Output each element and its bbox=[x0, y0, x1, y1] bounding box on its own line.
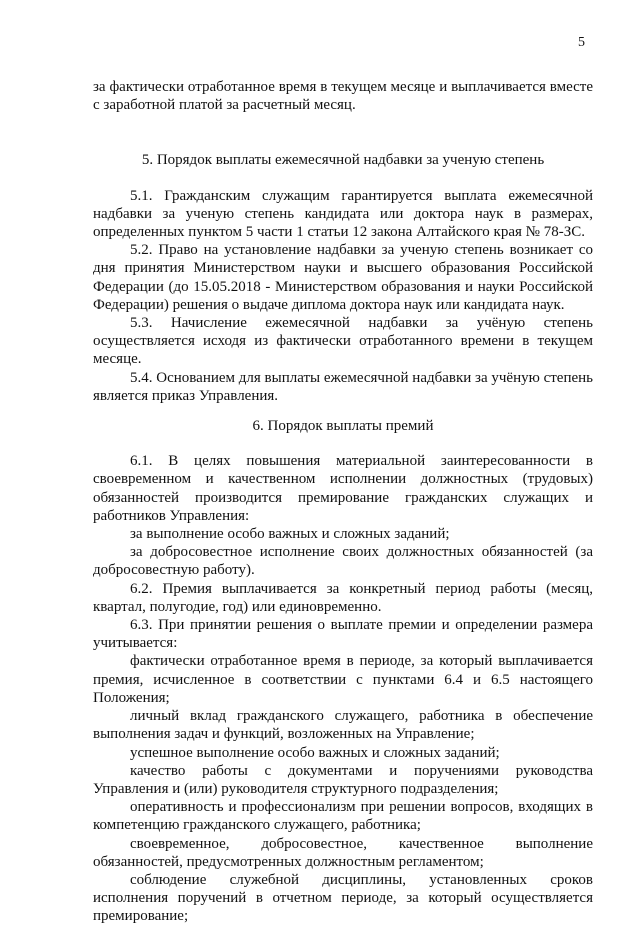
paragraph: 6.2. Премия выплачивается за конкретный период работы (месяц, квартал, полугодие, год) или единовременно. bbox=[93, 580, 593, 615]
paragraph: 5.4. Основанием для выплаты ежемесячной надбавки за учёную степень является приказ Управления. bbox=[93, 369, 593, 404]
page-number: 5 bbox=[578, 35, 585, 50]
paragraph: 5.3. Начисление ежемесячной надбавки за учёную степень осуществляется исходя из фактически отработанного времени в текущем месяце. bbox=[93, 315, 593, 368]
paragraph: 5.1. Гражданским служащим гарантируется выплата ежемесячной надбавки за ученую степень кандидата или доктора наук в размерах, определенных пунктом 5 части 1 статьи 12 закона Алтайского края № 78-ЗС. bbox=[93, 187, 593, 241]
paragraph: оперативность и профессионализм при решении вопросов, входящих в компетенцию гражданского служащего, работника; bbox=[93, 799, 593, 834]
document-body bbox=[93, 78, 593, 926]
section-heading: 5. Порядок выплаты ежемесячной надбавки за ученую степень bbox=[141, 152, 545, 169]
paragraph: своевременное, добросовестное, качественное выполнение обязанностей, предусмотренных должностным регламентом; bbox=[93, 835, 593, 870]
paragraph: 5.2. Право на установление надбавки за ученую степень возникает со дня принятия Министерством науки и высшего образования Российской Федерации (до 15.05.2018 - Министерством образования и науки Российской Федерации) решения о выдаче диплома доктора наук или кандидата наук. bbox=[93, 242, 593, 313]
paragraph: за добросовестное исполнение своих должностных обязанностей (за добросовестную работу). bbox=[93, 544, 593, 579]
paragraph: 6.3. При принятии решения о выплате премии и определении размера учитывается: bbox=[93, 617, 593, 652]
paragraph: личный вклад гражданского служащего, работника в обеспечение выполнения задач и функций, возложенных на Управление; bbox=[93, 708, 593, 743]
section-heading: 6. Порядок выплаты премий bbox=[252, 418, 434, 435]
paragraph: качество работы с документами и поручениями руководства Управления и (или) руководителя структурного подразделения; bbox=[93, 762, 593, 797]
paragraph: фактически отработанное время в периоде, за который выплачивается премия, исчисленное в соответствии с пунктами 6.4 и 6.5 настоящего Положения; bbox=[93, 653, 593, 706]
paragraph: за выполнение особо важных и сложных заданий; bbox=[130, 526, 450, 543]
paragraph: за фактически отработанное время в текущем месяце и выплачивается вместе с заработной платой за расчетный месяц. bbox=[93, 79, 593, 114]
paragraph: успешное выполнение особо важных и сложных заданий; bbox=[130, 744, 500, 761]
paragraph: соблюдение служебной дисциплины, установленных сроков исполнения поручений в отчетном периоде, за который осуществляется премирование; bbox=[93, 871, 593, 925]
paragraph: 6.1. В целях повышения материальной заинтересованности в своевременном и качественном исполнении должностных (трудовых) обязанностей производится премирование гражданских служащих и работников Управления: bbox=[93, 453, 593, 524]
